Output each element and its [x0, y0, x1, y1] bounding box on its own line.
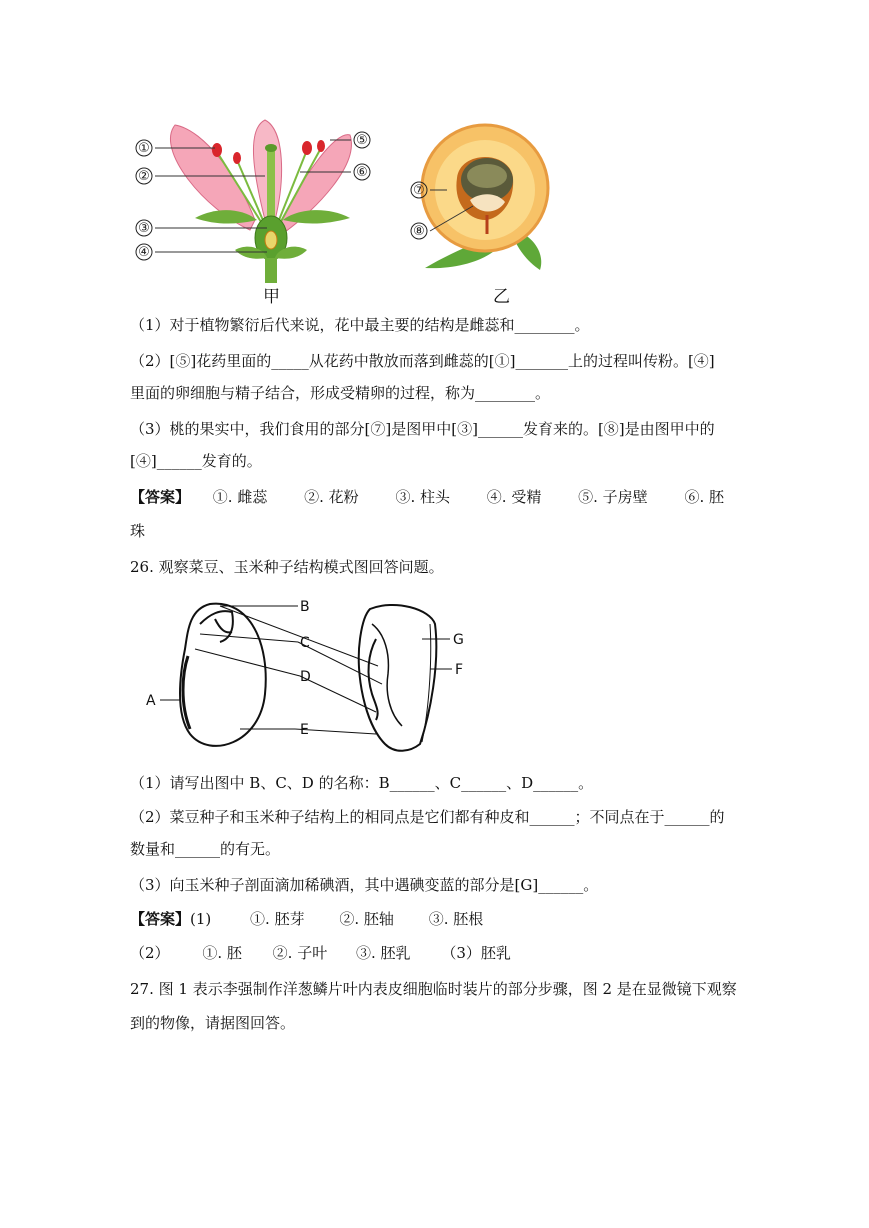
answer-prefix: (1) — [190, 910, 212, 928]
label-8: ⑧ — [413, 224, 425, 239]
answer-item: ④. 受精 — [486, 488, 542, 506]
answer-item: ⑤. 子房壁 — [578, 488, 648, 506]
label-3: ③ — [138, 221, 150, 236]
answer-item: ③. 胚根 — [428, 910, 484, 928]
answer-item: ②. 子叶 — [272, 944, 328, 962]
label-6: ⑥ — [356, 165, 368, 180]
answer-prefix: （2） — [130, 944, 170, 962]
q25-part2b: 里面的卵细胞与精子结合，形成受精卵的过程，称为________。 — [130, 384, 551, 402]
seed-label-d: D — [300, 669, 311, 685]
label-5: ⑤ — [356, 133, 368, 148]
answer-label: 【答案】 — [130, 910, 191, 928]
answer-item: ⑥. 胚 — [684, 488, 724, 506]
label-1: ① — [138, 141, 150, 156]
label-7: ⑦ — [413, 183, 425, 198]
answer-item: ③. 胚乳 — [355, 944, 411, 962]
q26-part3: （3）向玉米种子剖面滴加稀碘酒，其中遇碘变蓝的部分是[G]______。 — [130, 876, 599, 894]
q26-part2a: （2）菜豆种子和玉米种子结构上的相同点是它们都有种皮和______；不同点在于______的 — [130, 808, 725, 826]
answer-item: ②. 胚轴 — [339, 910, 394, 928]
answer-item: ③. 柱头 — [395, 488, 450, 506]
seed-label-a: A — [146, 693, 156, 709]
q27-line2: 到的物像，请据图回答。 — [130, 1014, 296, 1032]
q25-answer-wrap: 珠 — [130, 522, 146, 540]
seed-label-b: B — [300, 599, 310, 615]
answer-label: 【答案】 — [130, 488, 191, 506]
q27-line1: 27. 图 1 表示李强制作洋葱鳞片叶内表皮细胞临时装片的部分步骤，图 2 是在显微镜下观察 — [130, 980, 737, 998]
q25-part3a: （3）桃的果实中，我们食用的部分[⑦]是图甲中[③]______发育来的。[⑧]是由图甲中的 — [130, 420, 715, 438]
seed-label-e: E — [300, 722, 309, 738]
caption-yi: 乙 — [493, 287, 510, 307]
q25-part3b: [④]______发育的。 — [130, 452, 262, 470]
q26-answer-row1 — [130, 908, 483, 930]
answer-item: ①. 胚芽 — [250, 910, 305, 928]
q25-part2a: （2）[⑤]花药里面的_____从花药中散放而落到雌蕊的[①]_______上的过程叫传粉。[④] — [130, 352, 715, 370]
label-2: ② — [138, 169, 150, 184]
flower-diagram — [170, 120, 351, 283]
seed-label-g: G — [453, 632, 464, 648]
q25-answer — [130, 486, 724, 508]
answer-item: ②. 花粉 — [304, 488, 359, 506]
q25-part1: （1）对于植物繁衍后代来说，花中最主要的结构是雌蕊和________。 — [130, 316, 590, 334]
peach-diagram — [422, 125, 548, 270]
q26-answer-row2 — [130, 942, 511, 964]
bean-seed-diagram — [180, 604, 266, 746]
seed-label-c: C — [300, 635, 310, 651]
answer-item: （3）胚乳 — [441, 944, 511, 962]
answer-item: ①. 雌蕊 — [212, 488, 268, 506]
label-4: ④ — [138, 245, 150, 260]
seed-figure — [140, 594, 480, 764]
flower-peach-figure — [125, 110, 565, 310]
q26-part1: （1）请写出图中 B、C、D 的名称：B______、C______、D______。 — [130, 774, 594, 792]
seed-label-f: F — [455, 662, 464, 678]
caption-jia: 甲 — [263, 287, 280, 307]
q26-title: 26. 观察菜豆、玉米种子结构模式图回答问题。 — [130, 558, 444, 576]
q26-part2b: 数量和______的有无。 — [130, 840, 281, 858]
answer-item: ①. 胚 — [202, 944, 242, 962]
